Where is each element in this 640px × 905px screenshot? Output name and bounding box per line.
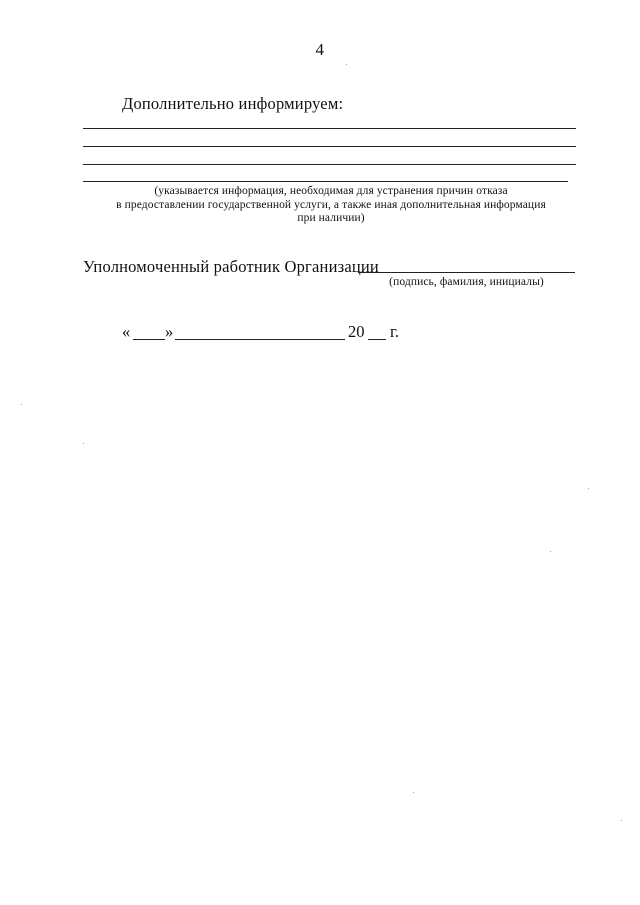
date-year-suffix: г. (390, 322, 400, 341)
info-blank-line (83, 164, 576, 165)
scan-speck (550, 551, 551, 552)
info-field-caption (96, 185, 566, 226)
scan-speck (346, 64, 347, 65)
scan-speck (588, 488, 589, 489)
scan-speck (83, 443, 84, 444)
page-number: 4 (315, 40, 325, 59)
authorized-employee-label: Уполномоченный работник Организации (83, 257, 379, 276)
scan-speck (21, 404, 22, 405)
date-month-blank (175, 339, 345, 340)
info-blank-line (83, 181, 568, 182)
caption-line: (указывается информация, необходимая для устранения причин отказа (154, 185, 508, 197)
info-blank-line (83, 128, 576, 129)
caption-line: при наличии) (297, 212, 365, 224)
date-year-blank (368, 339, 386, 340)
date-day-blank (133, 339, 165, 340)
date-century: 20 (348, 322, 365, 341)
caption-line: в предоставлении государственной услуги, а также иная дополнительная информация (116, 198, 546, 211)
scan-speck (413, 792, 414, 793)
info-blank-line (83, 146, 576, 147)
date-quote-open: « (122, 322, 131, 341)
intro-heading: Дополнительно информируем: (122, 94, 344, 113)
signature-caption: (подпись, фамилия, инициалы) (389, 276, 544, 288)
date-quote-close: » (165, 322, 174, 341)
signature-blank-line (358, 272, 575, 273)
scan-speck (621, 820, 622, 821)
